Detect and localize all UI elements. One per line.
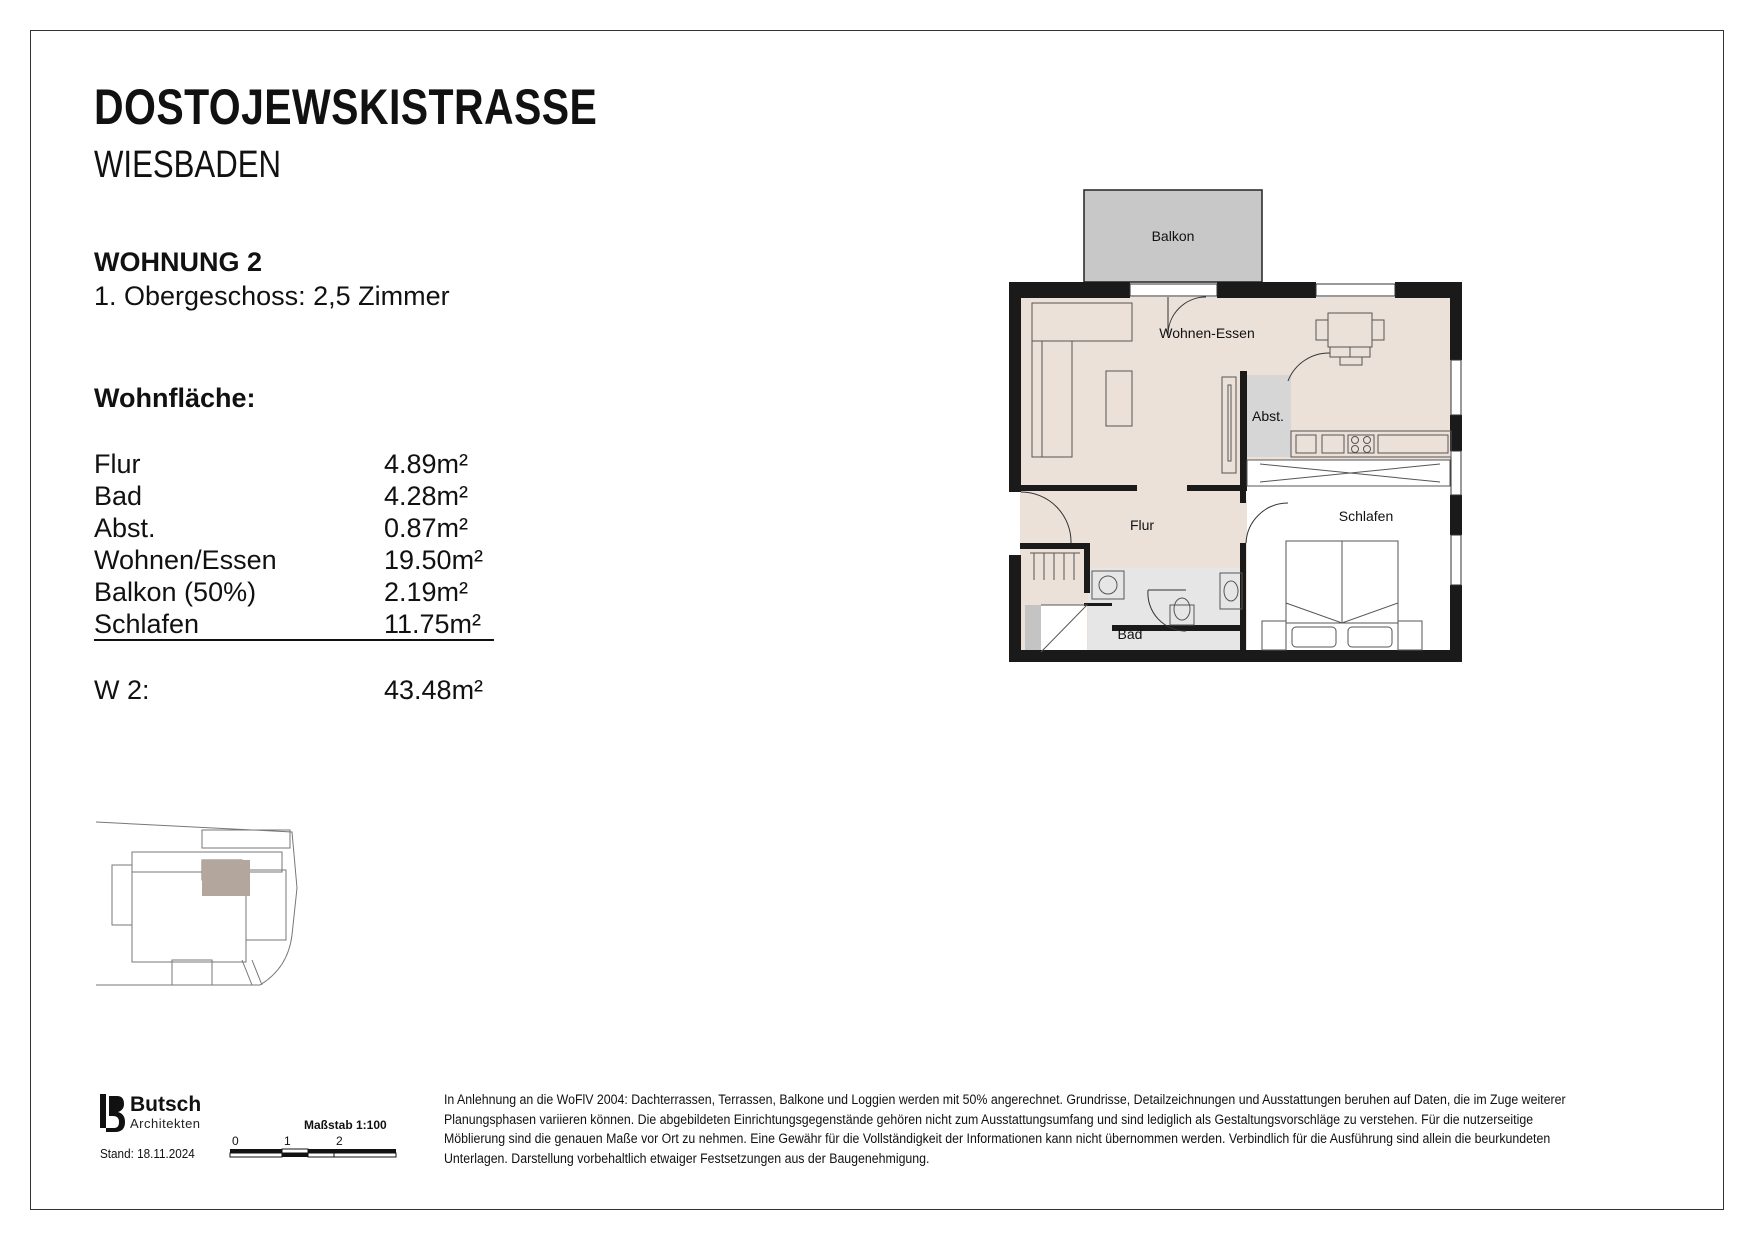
scale-tick-2: 2 <box>336 1134 343 1148</box>
area-row <box>94 608 494 641</box>
logo-mark-icon <box>100 1094 126 1134</box>
area-value: 4.89m² <box>384 449 469 479</box>
area-label: Wohnen/Essen <box>94 545 277 575</box>
architect-logo <box>100 1094 201 1134</box>
room-label-wohnen: Wohnen-Essen <box>1159 325 1255 341</box>
area-row <box>94 448 494 480</box>
site-key-plan <box>92 820 302 990</box>
logo-name: Butsch <box>130 1093 202 1116</box>
area-table <box>94 448 494 641</box>
area-value: 19.50m² <box>384 545 484 575</box>
area-label: Flur <box>94 449 141 479</box>
scale-tick-1: 1 <box>284 1134 291 1148</box>
area-total-label: W 2: <box>94 675 150 705</box>
scale-tick-0: 0 <box>232 1134 239 1148</box>
area-row <box>94 480 494 512</box>
area-label: Bad <box>94 481 143 511</box>
area-value: 4.28m² <box>384 481 469 511</box>
scale-bar <box>228 1134 398 1166</box>
area-value: 2.19m² <box>384 577 469 607</box>
room-label-flur: Flur <box>1129 517 1155 533</box>
room-label-balkon: Balkon <box>1151 228 1195 244</box>
area-label: Balkon (50%) <box>94 577 257 607</box>
page-subtitle: WIESBADEN <box>94 144 281 186</box>
disclaimer-text: In Anlehnung an die WoFlV 2004: Dachterrassen, Terrassen, Balkone und Loggien werden mit 50% angerechnet. Grundrisse, Detailzeichnungen und Ausstattungen beruhen auf Daten, die im Zuge weiterer Planungsphasen variieren können. Die abgebildeten Einrichtungsgegenstände gehören nicht zum Ausstattungsumfang und sind lediglich als Gestaltungsvorschläge zu verstehen. Für die nutzerseitige Möblierung sind die genauen Maße vor Ort zu nehmen. Eine Gewähr für die Vollständigkeit der Informationen kann nicht übernommen werden. Verbindlich für die Ausführung sind allein die beurkundeten Unterlagen. Darstellung vorbehaltlich etwaiger Festsetzungen aus der Baugenehmigung. <box>444 1092 1566 1166</box>
unit-highlight <box>202 860 250 896</box>
area-row <box>94 576 494 608</box>
bath-floor <box>1088 568 1246 652</box>
area-value: 11.75m² <box>384 609 482 639</box>
area-total-value: 43.48m² <box>384 675 484 705</box>
area-row <box>94 512 494 544</box>
area-label: Abst. <box>94 513 156 543</box>
shower-strip <box>1025 605 1041 652</box>
unit-floor: 1. Obergeschoss: 2,5 Zimmer <box>94 281 450 311</box>
area-heading: Wohnfläche: <box>94 383 256 413</box>
area-row <box>94 544 494 576</box>
unit-name: WOHNUNG 2 <box>94 247 262 277</box>
logo-subtitle: Architekten <box>130 1116 201 1131</box>
area-label: Schlafen <box>94 609 200 639</box>
room-label-schlafen: Schlafen <box>1338 508 1394 524</box>
room-label-abst: Abst. <box>1252 408 1284 424</box>
room-label-bad: Bad <box>1117 626 1143 642</box>
stand-date: Stand: 18.11.2024 <box>100 1146 195 1161</box>
area-value: 0.87m² <box>384 513 469 543</box>
page-title: DOSTOJEWSKISTRASSE <box>94 79 598 135</box>
area-total-row <box>94 674 483 706</box>
floor-plan <box>1000 185 1500 685</box>
scale-title: Maßstab 1:100 <box>304 1118 387 1132</box>
